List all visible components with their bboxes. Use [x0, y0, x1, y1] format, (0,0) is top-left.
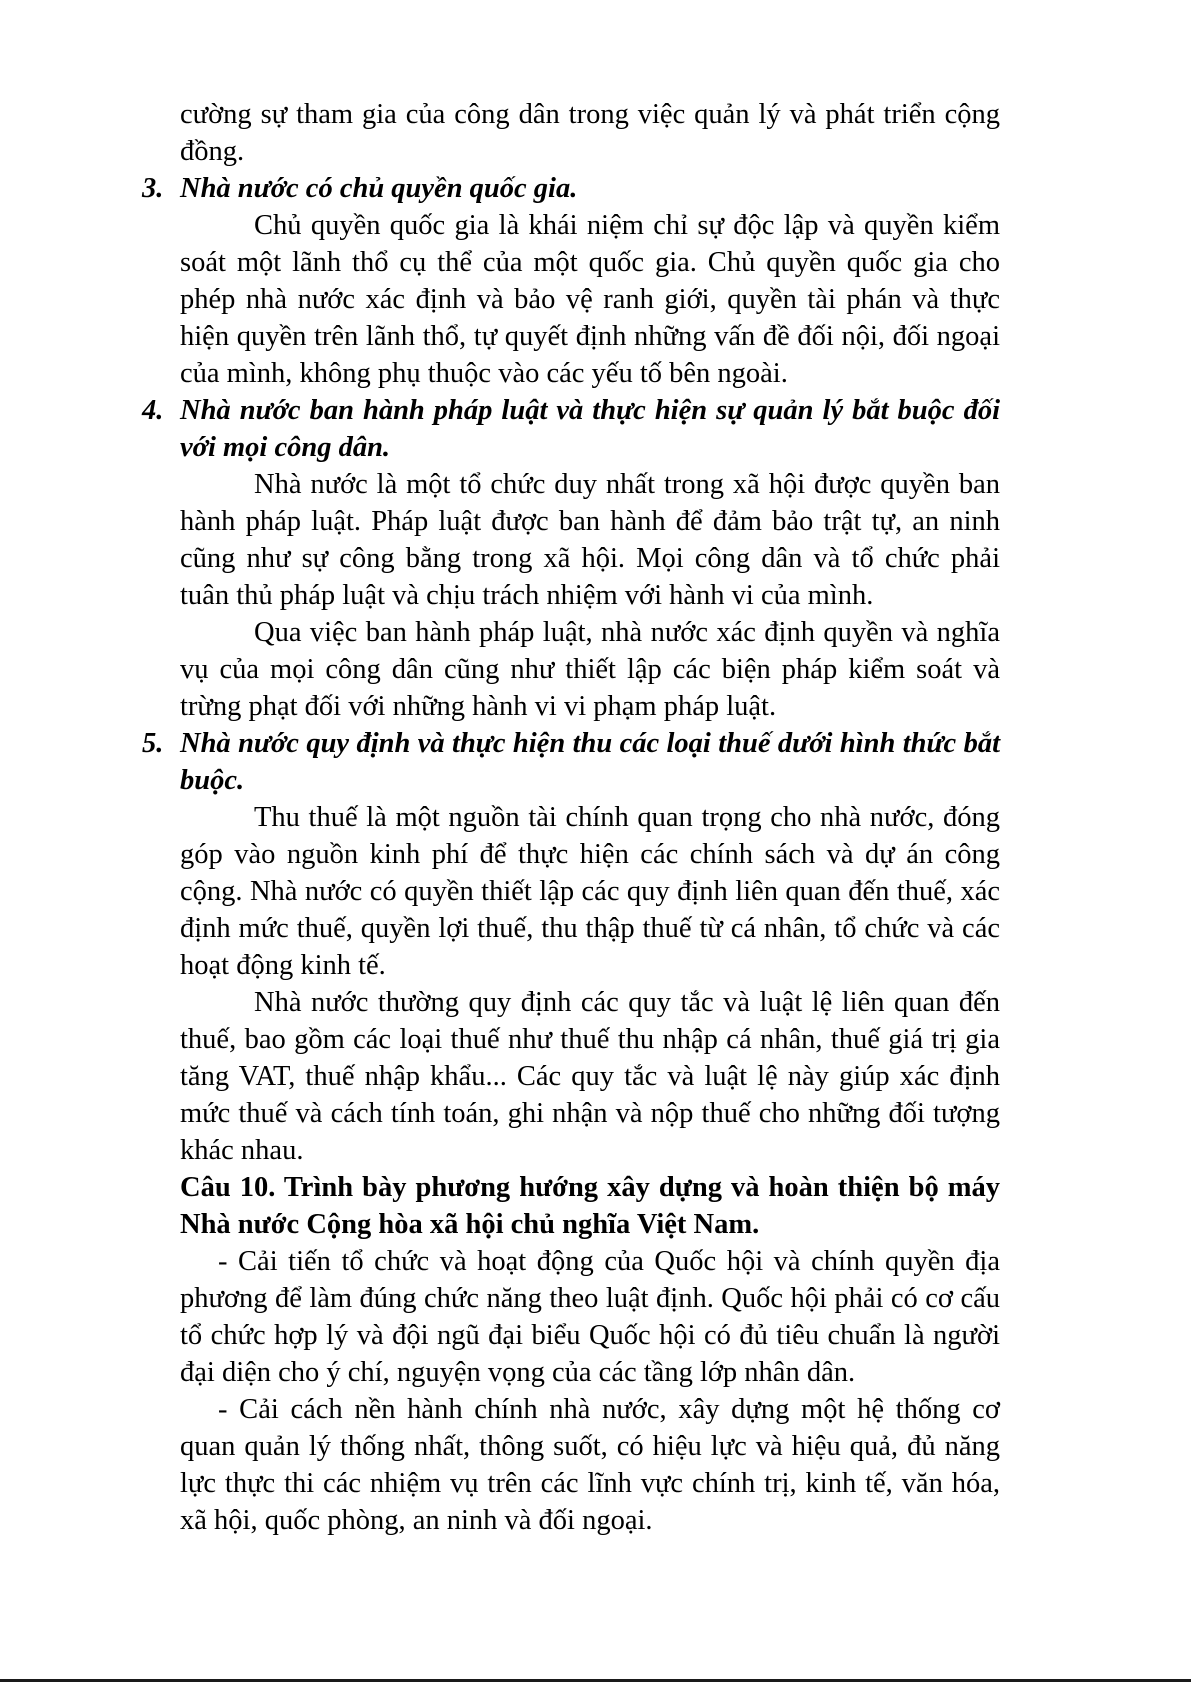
section-paragraph: Chủ quyền quốc gia là khái niệm chỉ sự độc lập và quyền kiểm soát một lãnh thổ cụ thể của một quốc gia. Chủ quyền quốc gia cho phép nhà nước xác định và bảo vệ ranh giới, quyền tài phán và thực hiện quyền trên lãnh thổ, tự quyết định những vấn đề đối nội, đối ngoại của mình, không phụ thuộc vào các yếu tố bên ngoài. — [180, 210, 1000, 389]
section-title: Nhà nước ban hành pháp luật và thực hiện sự quản lý bắt buộc đối với mọi công dân. — [180, 395, 1000, 463]
page-bottom-rule — [0, 1679, 1191, 1682]
section-heading-3 — [142, 170, 1000, 207]
section-number: 3. — [142, 173, 164, 204]
section-paragraph: Qua việc ban hành pháp luật, nhà nước xác định quyền và nghĩa vụ của mọi công dân cũng như thiết lập các biện pháp kiểm soát và trừng phạt đối với những hành vi vi phạm pháp luật. — [180, 617, 1000, 722]
question-point: - Cải cách nền hành chính nhà nước, xây dựng một hệ thống cơ quan quản lý thống nhất, thông suốt, có hiệu lực và hiệu quả, đủ năng lực thực thi các nhiệm vụ trên các lĩnh vực chính trị, kinh tế, văn hóa, xã hội, quốc phòng, an ninh và đối ngoại. — [180, 1394, 1000, 1536]
section-heading-4 — [142, 392, 1000, 466]
section-number: 4. — [142, 395, 164, 426]
question-title: Câu 10. Trình bày phương hướng xây dựng và hoàn thiện bộ máy Nhà nước Cộng hòa xã hội chủ nghĩa Việt Nam. — [180, 1172, 1000, 1240]
section-number: 5. — [142, 728, 164, 759]
section-paragraph: Thu thuế là một nguồn tài chính quan trọng cho nhà nước, đóng góp vào nguồn kinh phí để thực hiện các chính sách và dự án công cộng. Nhà nước có quyền thiết lập các quy định liên quan đến thuế, xác định mức thuế, quyền lợi thuế, thu thập thuế từ cá nhân, tổ chức và các hoạt động kinh tế. — [180, 802, 1000, 981]
section-title: Nhà nước có chủ quyền quốc gia. — [180, 173, 578, 204]
section-heading-5 — [142, 725, 1000, 799]
section-paragraph: Nhà nước là một tổ chức duy nhất trong xã hội được quyền ban hành pháp luật. Pháp luật được ban hành để đảm bảo trật tự, an ninh cũng như sự công bằng trong xã hội. Mọi công dân và tổ chức phải tuân thủ pháp luật và chịu trách nhiệm với hành vi của mình. — [180, 469, 1000, 611]
question-point: - Cải tiến tổ chức và hoạt động của Quốc hội và chính quyền địa phương để làm đúng chức năng theo luật định. Quốc hội phải có cơ cấu tổ chức hợp lý và đội ngũ đại biểu Quốc hội có đủ tiêu chuẩn là người đại diện cho ý chí, nguyện vọng của các tầng lớp nhân dân. — [180, 1246, 1000, 1388]
page-content — [142, 96, 1000, 1539]
section-title: Nhà nước quy định và thực hiện thu các loại thuế dưới hình thức bắt buộc. — [180, 728, 1000, 796]
section-paragraph: Nhà nước thường quy định các quy tắc và luật lệ liên quan đến thuế, bao gồm các loại thuế như thuế thu nhập cá nhân, thuế giá trị gia tăng VAT, thuế nhập khẩu... Các quy tắc và luật lệ này giúp xác định mức thuế và cách tính toán, ghi nhận và nộp thuế cho những đối tượng khác nhau. — [180, 987, 1000, 1166]
intro-continuation: cường sự tham gia của công dân trong việc quản lý và phát triển cộng đồng. — [180, 99, 1000, 167]
